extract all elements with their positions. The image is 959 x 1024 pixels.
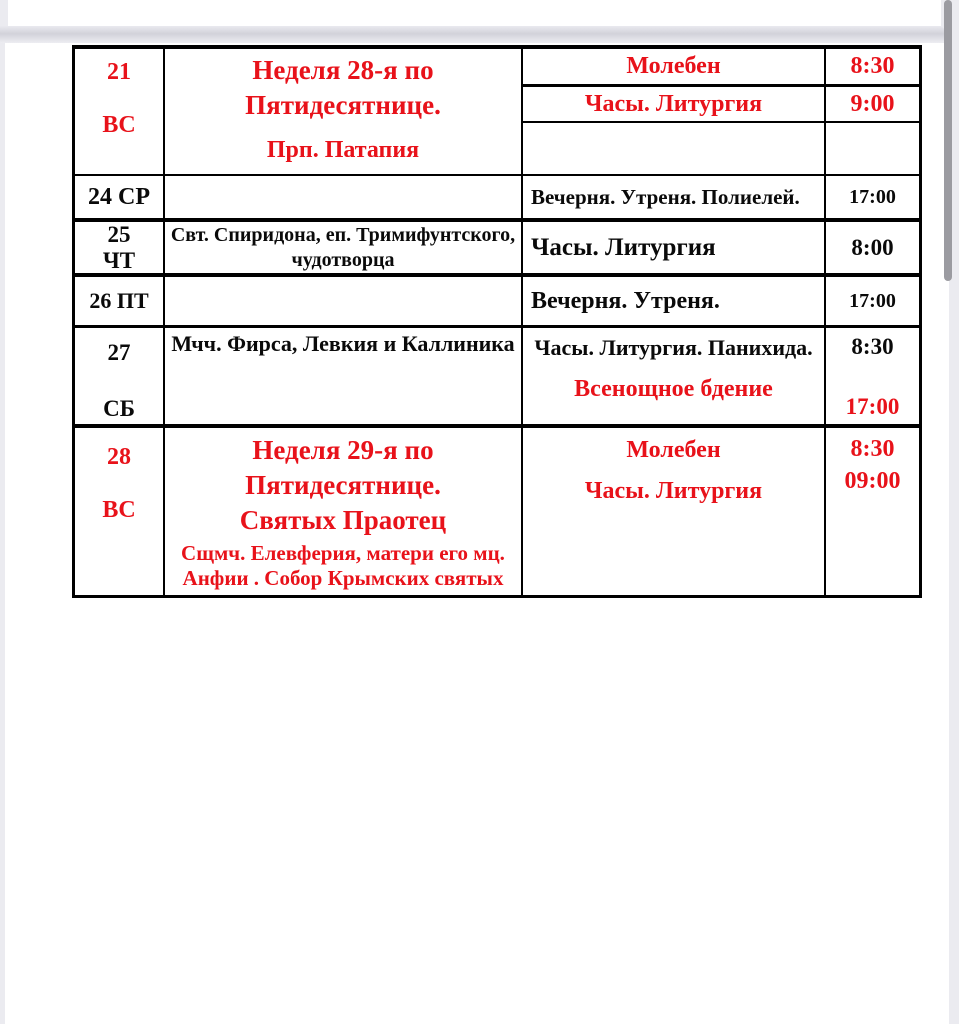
table-row-27-sb (75, 328, 919, 428)
feast-cell-empty (165, 277, 523, 325)
feast-note: Сщмч. Елевферия, матери его мц. Анфии . Собор Крымских святых (181, 541, 505, 591)
weekday-label: ЧТ (102, 247, 136, 273)
table-row-21-vs (75, 49, 919, 176)
date-cell: 26 ПТ (75, 277, 165, 325)
service-cell: Молебен (523, 49, 826, 84)
service-subrow (523, 87, 919, 123)
time-cell: 8:00 (851, 234, 894, 260)
weekday-label: ВС (102, 112, 136, 138)
service-cell: Часы. Литургия (523, 87, 826, 121)
weekday-label: ВС (102, 497, 136, 523)
service-name: Молебен (626, 437, 721, 463)
table-row-24-sr (75, 176, 919, 222)
service-time: 09:00 (844, 467, 901, 494)
service-time: 8:30 (851, 334, 894, 359)
service-cell: Вечерня. Утреня. Полиелей. (523, 176, 826, 218)
time-cell (826, 428, 919, 595)
date-cell (75, 328, 165, 424)
service-subrow-empty (523, 123, 919, 174)
feast-cell-empty (165, 176, 523, 218)
time-cell: 9:00 (850, 90, 895, 117)
feast-cell (165, 49, 523, 174)
date-cell: 24 СР (75, 176, 165, 218)
day-number: 28 (107, 444, 131, 470)
service-subrow (523, 49, 919, 87)
table-row-28-vs (75, 428, 919, 595)
weekday-label: СБ (103, 396, 135, 421)
service-name: Часы. Литургия. Панихида. (534, 335, 813, 360)
page-separator (0, 26, 946, 43)
service-name: Часы. Литургия (584, 478, 763, 504)
service-cell: Вечерня. Утреня. (523, 277, 826, 325)
date-cell (75, 428, 165, 595)
feast-note: Прп. Патапия (266, 137, 420, 163)
day-number: 25 (107, 222, 131, 248)
service-subrows (523, 49, 919, 174)
feast-title: Неделя 29-я по Пятидесятнице. Святых Праотец (239, 435, 447, 536)
time-cell: 8:30 (850, 53, 895, 79)
day-number: 27 (107, 340, 131, 365)
feast-title: Неделя 28-я по Пятидесятнице. (245, 55, 441, 121)
service-time: 8:30 (850, 436, 895, 462)
service-cell-empty (523, 123, 826, 174)
service-cell (523, 328, 826, 424)
feast-cell (165, 428, 523, 595)
table-row-25-cht (75, 222, 919, 277)
time-cell: 17:00 (849, 289, 896, 312)
date-cell (75, 49, 165, 174)
time-cell: 17:00 (849, 185, 896, 208)
service-cell: Часы. Литургия (523, 222, 826, 273)
feast-cell: Свт. Спиридона, еп. Тримифунтского, чудотворца (165, 222, 523, 273)
table-row-26-pt (75, 277, 919, 328)
schedule-table (72, 45, 922, 598)
date-cell (75, 222, 165, 273)
time-cell (826, 328, 919, 424)
service-name: Всенощное бдение (574, 376, 773, 402)
service-cell (523, 428, 826, 595)
service-time: 17:00 (845, 394, 900, 419)
day-number: 21 (107, 59, 131, 85)
scrollbar-thumb[interactable] (944, 0, 952, 281)
feast-cell: Мчч. Фирса, Левкия и Каллиника (165, 328, 523, 424)
time-cell-empty (826, 123, 919, 174)
previous-page-edge (8, 0, 941, 26)
